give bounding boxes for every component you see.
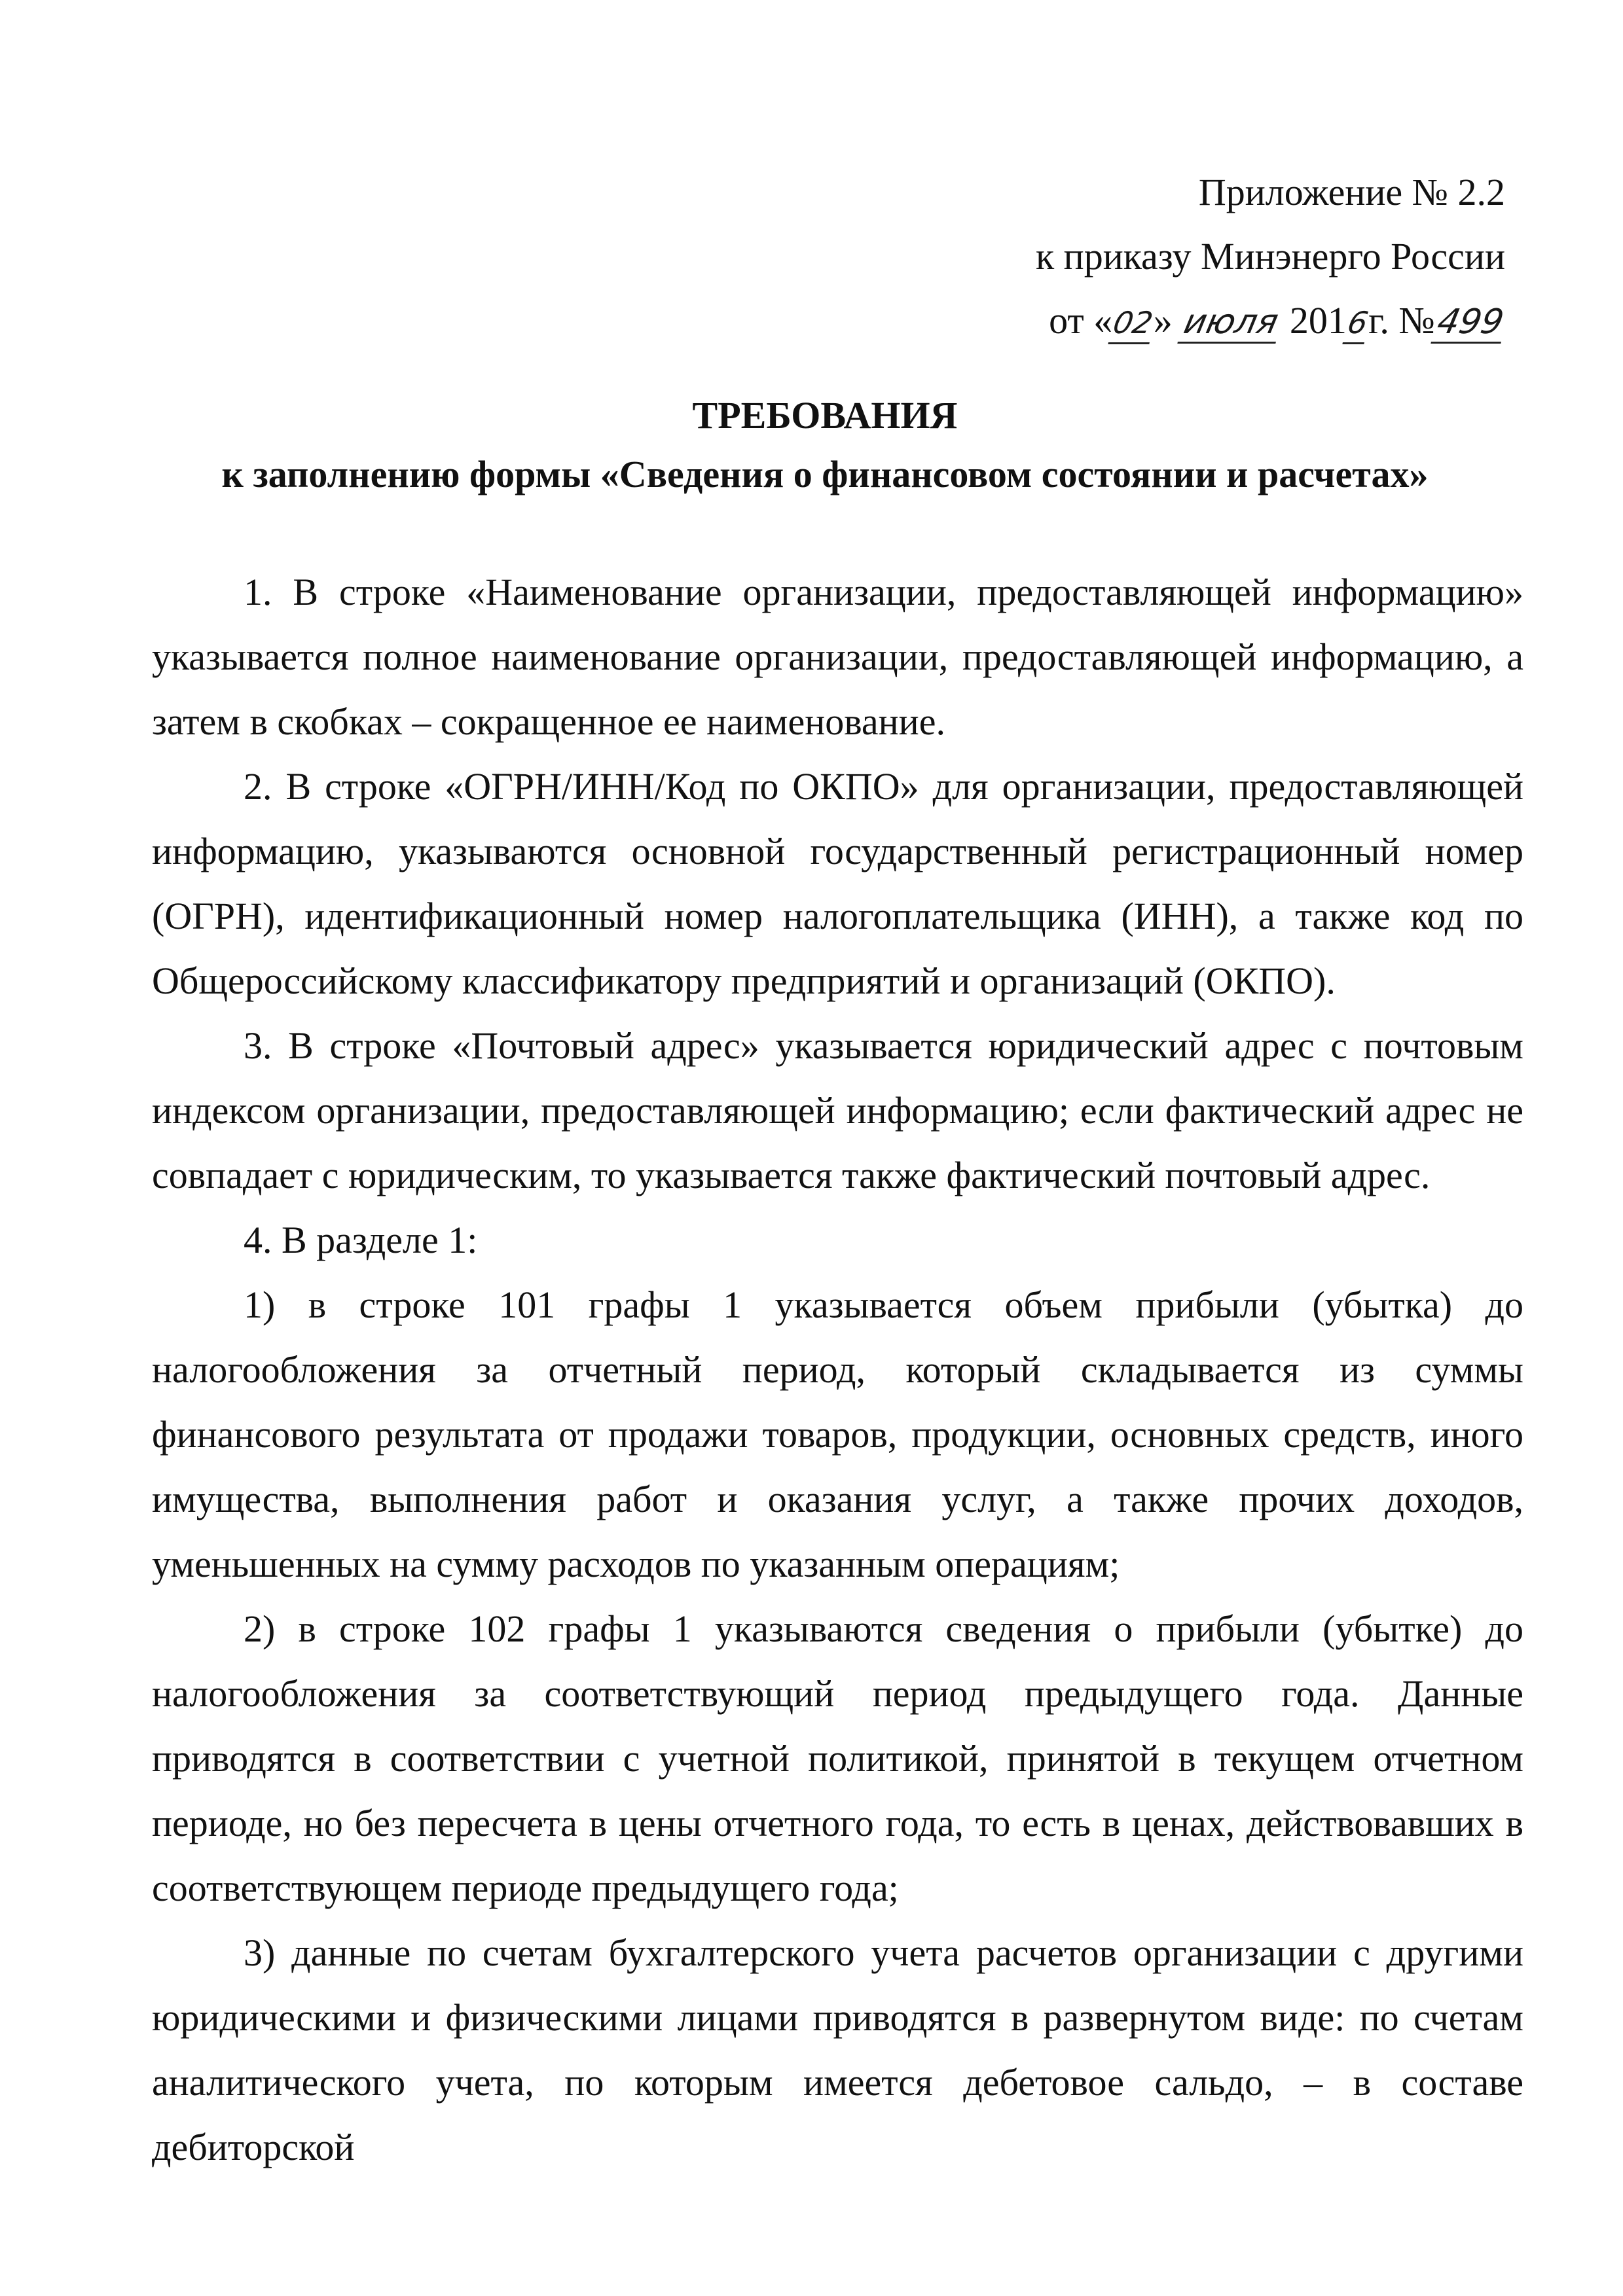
paragraph-4-1: 1) в строке 101 графы 1 указывается объем прибыли (убытка) до налогообложения за отчетный период, который складывается из суммы финансового результата от продажи товаров, продукции, основных средств, иного имущества, выполнения работ и оказания услуг, а также прочих доходов, уменьшенных на сумму расходов по указанным операциям; [152,1283,1523,1585]
annex-header [916,160,1505,353]
annex-number-label: г. № [1368,299,1435,342]
paragraph-4-2: 2) в строке 102 графы 1 указываются сведения о прибыли (убытке) до налогообложения за соответствующий период предыдущего года. Данные приводятся в соответствии с учетной политикой, принятой в текущем отчетном периоде, но без пересчета в цены отчетного года, то есть в ценах, действовавших в соответствующем периоде предыдущего года; [152,1607,1523,1909]
handwritten-day: 02 [1108,303,1158,344]
handwritten-month: июля [1178,302,1285,344]
paragraph-4-3: 3) данные по счетам бухгалтерского учета расчетов организации с другими юридическими и физическими лицами приводятся в развернутом виде: по счетам аналитического учета, по которым имеется дебетовое сальдо, – в составе дебиторской [152,1931,1523,2168]
paragraph-1: 1. В строке «Наименование организации, предоставляющей информацию» указывается полное наименование организации, предоставляющей информацию, а затем в скобках – сокращенное ее наименование. [152,571,1523,743]
annex-line-2: к приказу Минэнерго России [1036,235,1505,278]
annex-date-quote: » [1153,299,1173,342]
document-title [151,386,1499,504]
annex-line-3 [916,289,1505,353]
paragraph-3: 3. В строке «Почтовый адрес» указывается юридический адрес с почтовым индексом организации, предоставляющей информацию; если фактический адрес не совпадает с юридическим, то указывается также фактический почтовый адрес. [152,1024,1523,1196]
annex-date-prefix: от « [1049,299,1113,342]
title-line-1: ТРЕБОВАНИЯ [692,394,958,437]
paragraph-4: 4. В разделе 1: [244,1219,478,1261]
title-line-2: к заполнению формы «Сведения о финансовом состоянии и расчетах» [221,453,1429,495]
annex-year-prefix: 201 [1289,299,1347,342]
paragraph-2: 2. В строке «ОГРН/ИНН/Код по ОКПО» для организации, предоставляющей информацию, указываются основной государственный регистрационный номер (ОГРН), идентификационный номер налогоплательщика (ИНН), а также код по Общероссийскому классификатору предприятий и организаций (ОКПО). [152,765,1523,1002]
document-body [152,560,1523,2179]
annex-line-1: Приложение № 2.2 [1198,171,1505,213]
handwritten-year-digit: 6 [1342,303,1373,344]
handwritten-order-number: 499 [1431,302,1510,344]
